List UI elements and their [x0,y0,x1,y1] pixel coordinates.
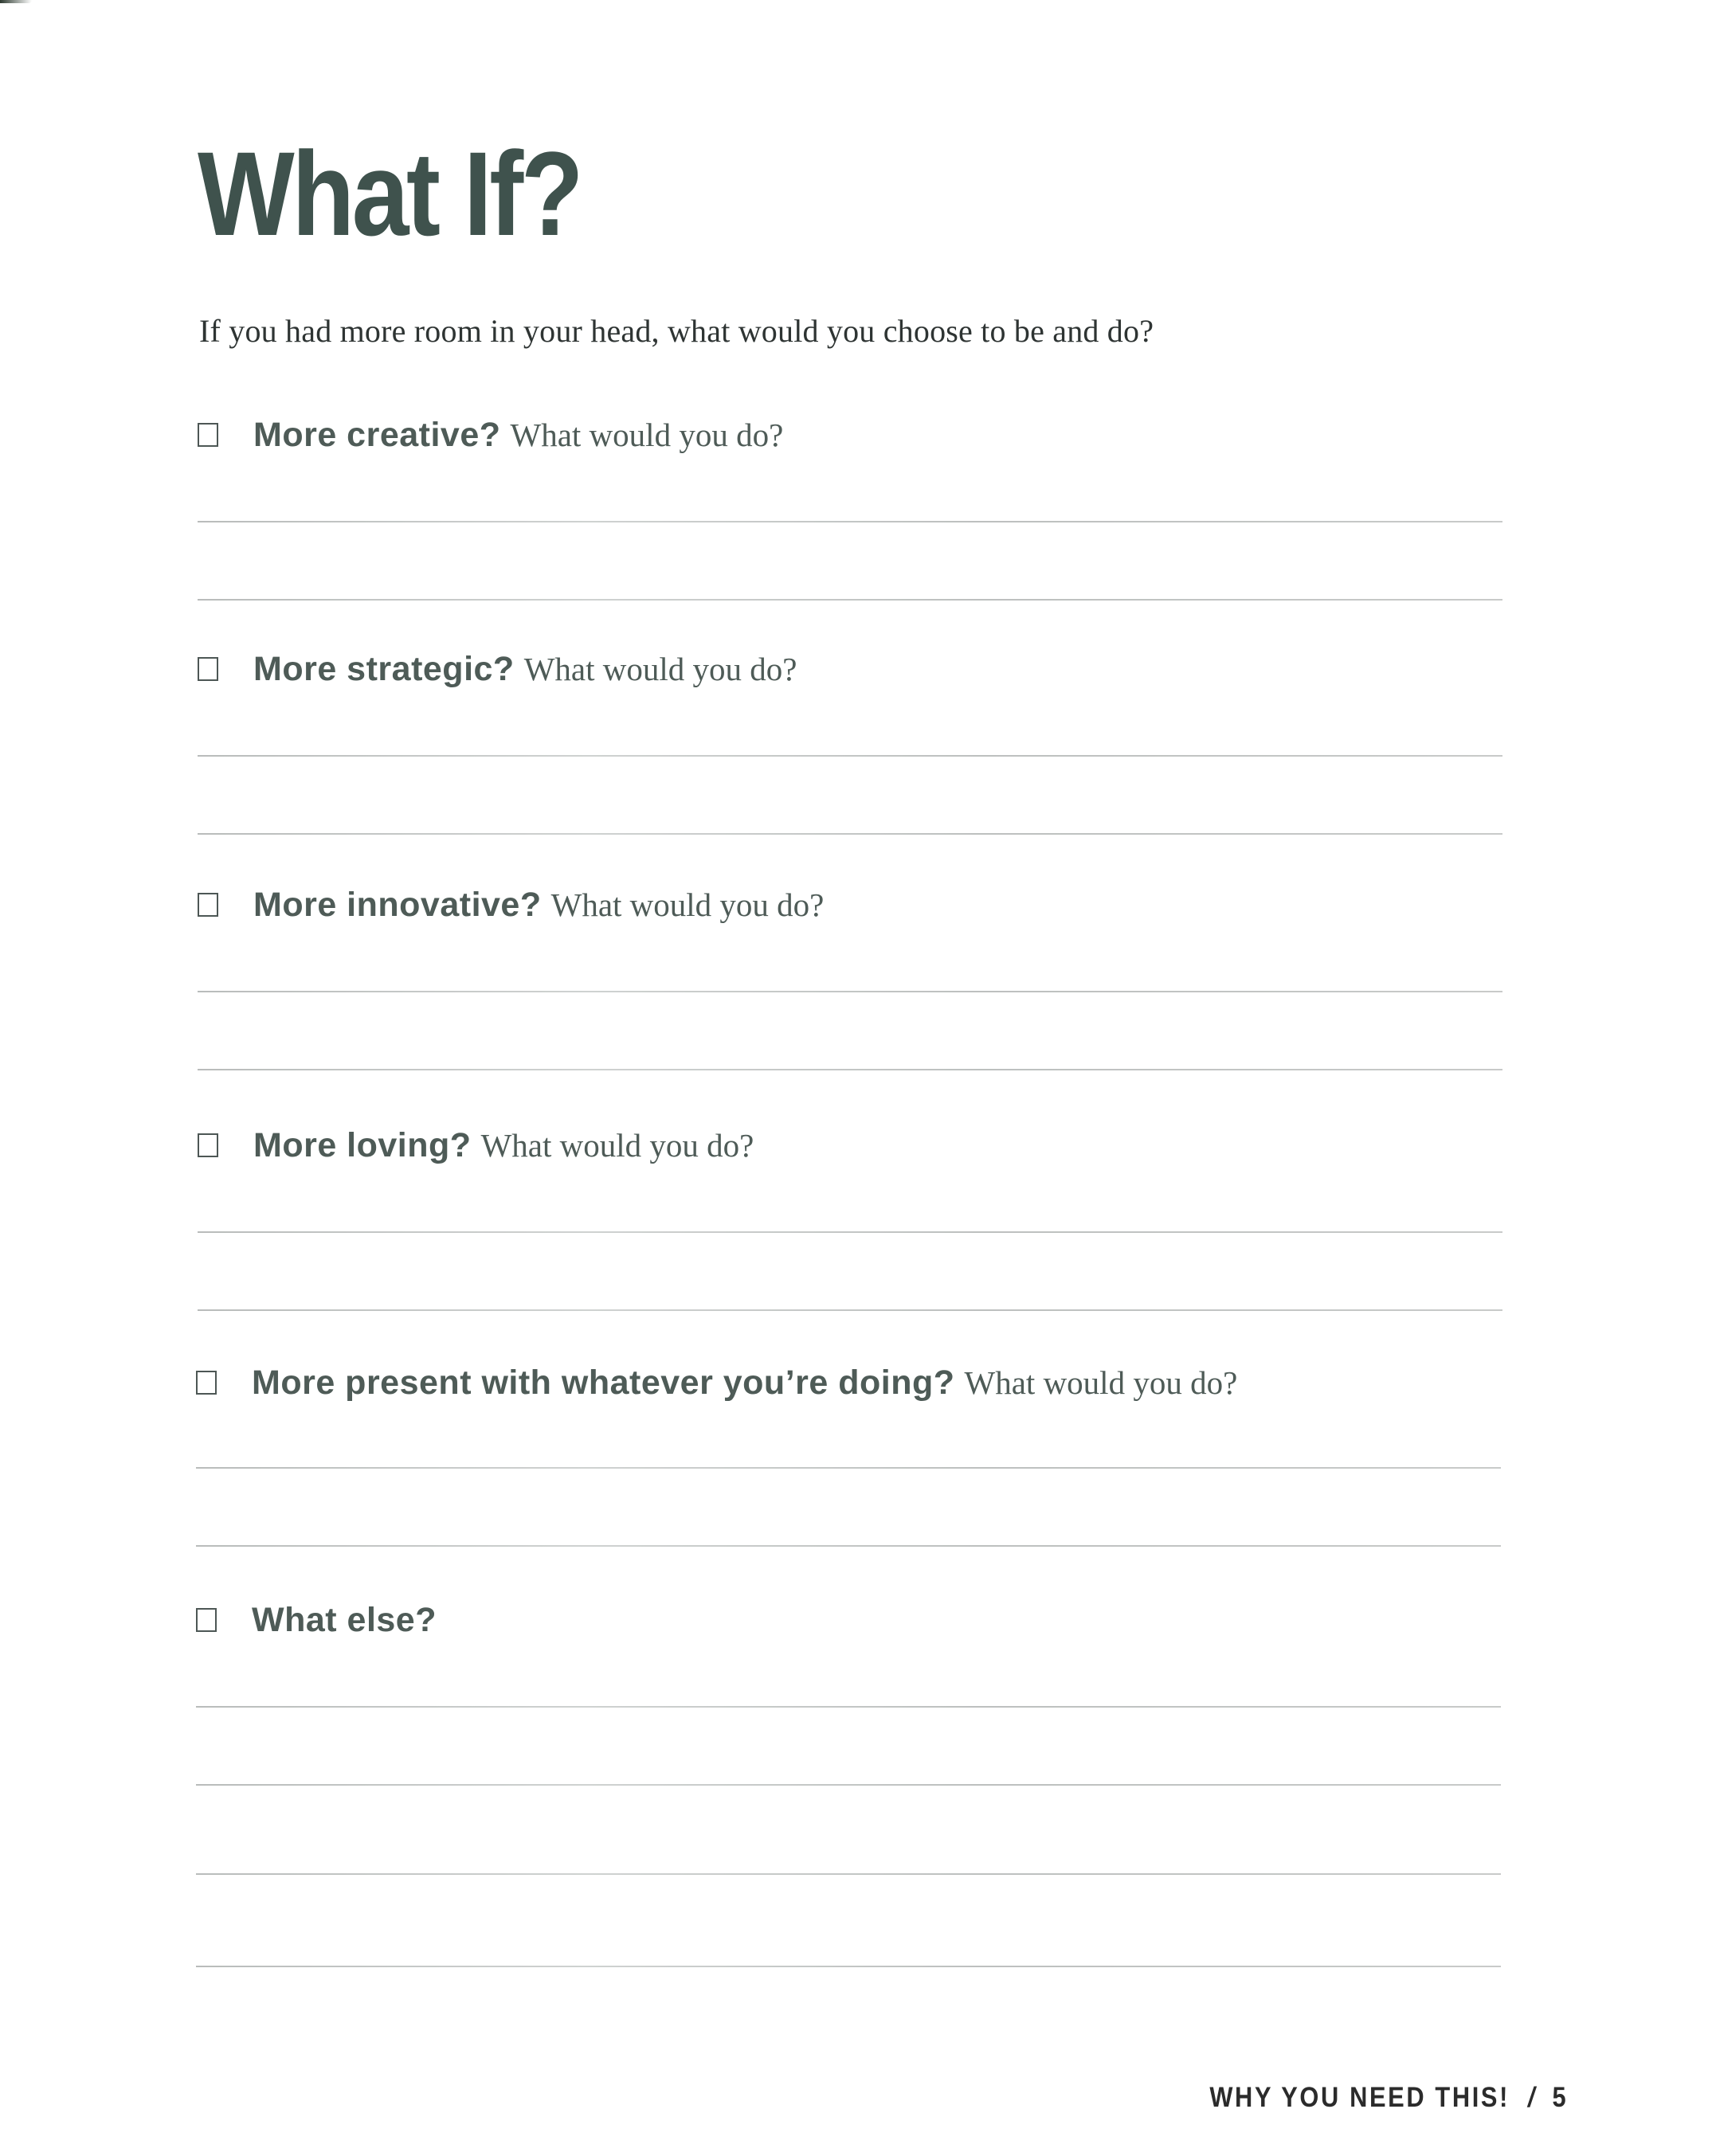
question-creative [198,411,1504,459]
answer-line[interactable] [196,1873,1501,1875]
answer-line[interactable] [198,521,1502,522]
question-prompt: What would you do? [964,1364,1238,1401]
scan-corner-mark [0,0,32,3]
question-prompt: What would you do? [480,1127,754,1164]
checkbox-loving[interactable] [198,1133,218,1157]
answer-line[interactable] [196,1966,1501,1967]
question-present [196,1359,1502,1407]
question-prompt: What would you do? [523,651,797,687]
question-label: More strategic? [253,649,515,688]
answer-line[interactable] [196,1784,1501,1786]
answer-line[interactable] [198,1231,1502,1233]
page-title: What If? [198,127,582,260]
question-label: More innovative? [253,885,542,924]
answer-line[interactable] [196,1545,1501,1547]
question-innovative [198,881,1504,929]
footer-separator: / [1527,2082,1537,2113]
checkbox-what-else[interactable] [196,1608,217,1632]
page-footer [1209,2082,1568,2114]
checkbox-strategic[interactable] [198,657,218,681]
question-prompt: What would you do? [550,886,825,923]
answer-line[interactable] [196,1467,1501,1469]
footer-section-title: WHY YOU NEED THIS! [1209,2082,1510,2113]
question-loving [198,1121,1504,1169]
question-prompt: What would you do? [510,417,784,453]
answer-line[interactable] [198,833,1502,835]
question-label: More loving? [253,1125,472,1164]
checkbox-innovative[interactable] [198,893,218,917]
answer-line[interactable] [198,1309,1502,1311]
answer-line[interactable] [198,599,1502,601]
answer-line[interactable] [198,1069,1502,1070]
intro-text: If you had more room in your head, what would you choose to be and do? [199,313,1154,349]
checkbox-present[interactable] [196,1371,217,1395]
question-label: More present with whatever you’re doing? [252,1363,955,1402]
checkbox-creative[interactable] [198,423,218,447]
question-label: More creative? [253,415,501,454]
answer-line[interactable] [198,991,1502,992]
page-number: 5 [1552,2082,1568,2113]
question-strategic [198,645,1504,693]
question-label: What else? [252,1600,437,1639]
answer-line[interactable] [196,1706,1501,1708]
answer-line[interactable] [198,755,1502,757]
question-what-else [196,1596,1502,1644]
